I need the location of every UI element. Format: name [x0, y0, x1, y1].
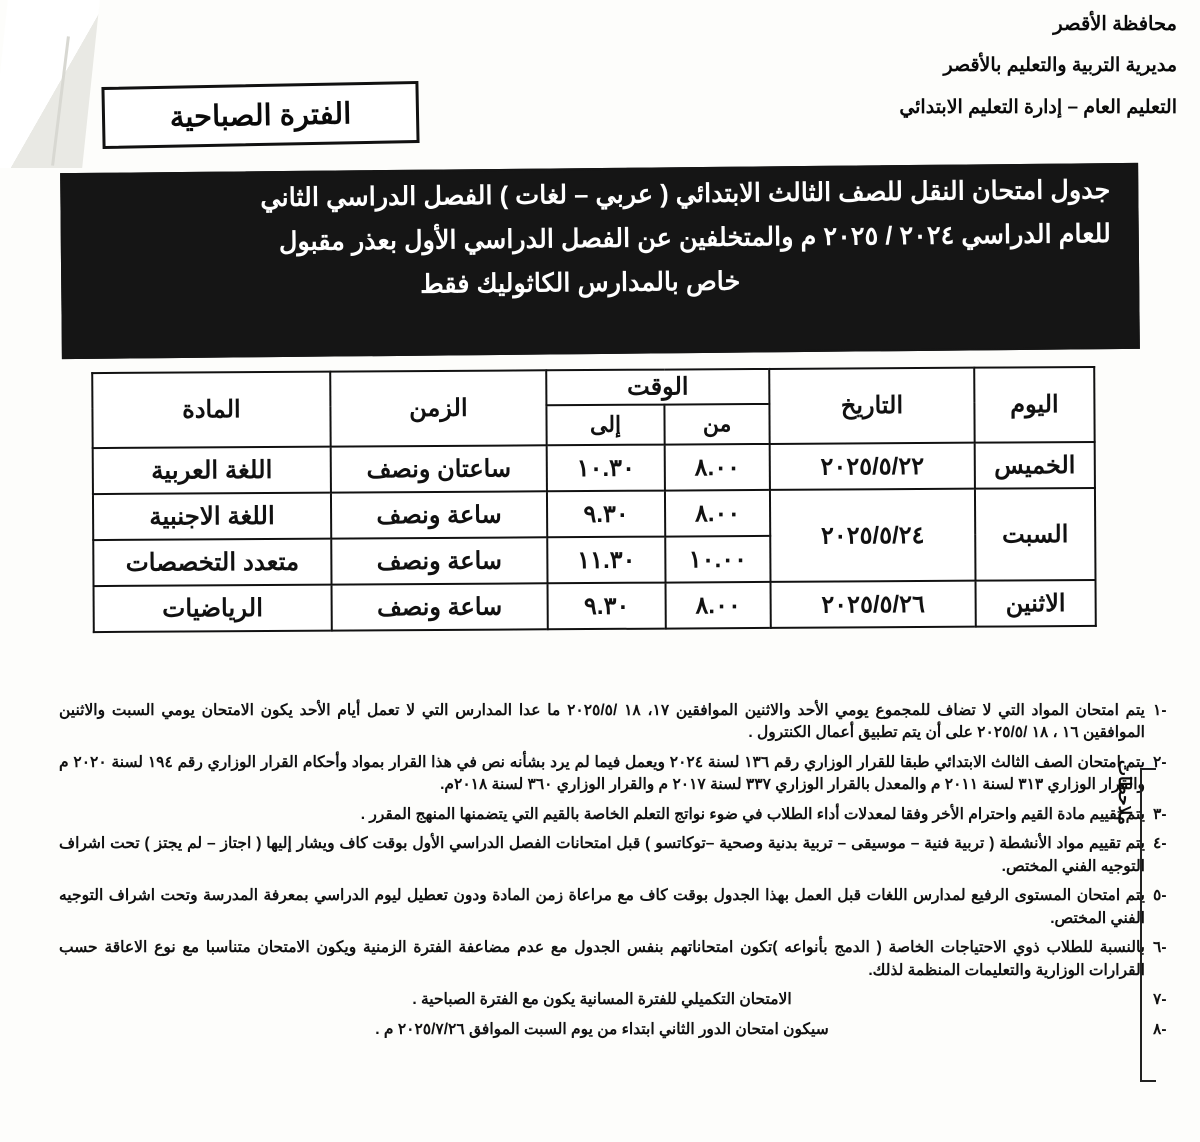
cell-from: ٨.٠٠ [667, 582, 772, 629]
cell-subject: اللغة الاجنبية [94, 493, 332, 540]
cell-to: ١١.٣٠ [548, 537, 666, 584]
note-number: ٥- [1154, 887, 1168, 905]
header-date: التاريخ [770, 368, 975, 444]
cell-duration: ساعة ونصف [332, 583, 548, 630]
cell-date: ٢٠٢٥/٥/٢٤ [771, 489, 977, 582]
cell-subject: متعدد التخصصات [94, 539, 332, 586]
header-department: التعليم العام – إدارة التعليم الابتدائي [900, 97, 1178, 119]
note-number: ٣- [1154, 805, 1168, 823]
document-header [900, 14, 1178, 140]
title-banner [61, 163, 1141, 359]
note-number: ٤- [1154, 835, 1168, 853]
note-item [60, 833, 1180, 878]
table-row [95, 580, 1097, 632]
table-header-row [93, 367, 1095, 408]
cell-day: الخميس [976, 442, 1096, 489]
note-number: ٧- [1154, 991, 1168, 1009]
cell-to: ٩.٣٠ [548, 491, 666, 538]
paper-edge-artifact [0, 0, 101, 168]
note-item [60, 804, 1180, 826]
header-from: من [665, 404, 770, 445]
cell-day: السبت [976, 488, 1097, 581]
notes-label-text: ملاحظات [1116, 760, 1135, 825]
table-row [94, 488, 1096, 540]
note-item [60, 752, 1180, 797]
cell-duration: ساعتان ونصف [332, 445, 548, 492]
note-text: يتم امتحان المستوى الرفيع لمدارس اللغات قبل العمل بهذا الجدول بوقت كاف مع مراعاة زمن المادة ودون تعطيل ليوم الدراسي بمعرفة المدرسة وتحت اشراف التوجيه الفني المختص. [60, 887, 1146, 927]
notes-list [60, 700, 1180, 1048]
period-box [102, 81, 420, 149]
cell-date: ٢٠٢٥/٥/٢٦ [772, 581, 977, 628]
cell-subject: اللغة العربية [94, 447, 332, 494]
note-text: سيكون امتحان الدور الثاني ابتداء من يوم السبت الموافق ٢٠٢٥/٧/٢٦ م . [376, 1020, 830, 1038]
exam-schedule-table [92, 366, 1098, 633]
header-to: إلى [547, 405, 665, 446]
period-label: الفترة الصباحية [170, 97, 353, 134]
banner-line-3: خاص بالمدارس الكاثوليك فقط [421, 267, 742, 299]
note-item [60, 1019, 1180, 1041]
header-duration: الزمن [331, 370, 547, 446]
header-governorate: محافظة الأقصر [1054, 13, 1178, 35]
note-text: بالنسبة للطلاب ذوي الاحتياجات الخاصة ( الدمج بأنواعه )تكون امتحاناتهم بنفس الجدول مع عدم مضاعفة الفترة الزمنية ويكون الامتحان متناسبا مع نوع الاعاقة حسب القرارات الوزارية والتعليمات المنظمة لذلك. [60, 939, 1146, 979]
cell-from: ٨.٠٠ [666, 444, 771, 491]
note-text: الامتحان التكميلي للفترة المسانية يكون مع الفترة الصباحية . [413, 991, 793, 1009]
cell-from: ١٠.٠٠ [666, 536, 771, 583]
cell-to: ٩.٣٠ [548, 583, 666, 630]
note-item [60, 937, 1180, 982]
header-directorate: مديرية التربية والتعليم بالأقصر [944, 55, 1178, 77]
note-number: ١- [1154, 702, 1168, 719]
cell-duration: ساعة ونصف [332, 491, 548, 538]
cell-day: الاثنين [977, 580, 1097, 627]
note-item [60, 885, 1180, 930]
note-number: ٦- [1154, 939, 1168, 957]
header-subject: المادة [93, 372, 331, 448]
note-number: ٨- [1154, 1020, 1168, 1038]
cell-duration: ساعة ونصف [332, 537, 548, 584]
note-number: ٢- [1154, 753, 1168, 771]
cell-subject: الرياضيات [95, 585, 333, 632]
note-text: يتم امتحان المواد التي لا تضاف للمجموع يومي الأحد والاثنين الموافقين ١٧، ١٨ /٢٠٢٥/٥ ما عدا المدارس التي لا تعمل أيام الأحد يكون الامتحان يومي السبت والاثنين الموافقين ١٦ ، ١٨ /٢٠٢٥/٥ على أن يتم تطبيق أعمال الكنترول . [60, 702, 1146, 742]
banner-line-2: للعام الدراسي ٢٠٢٤ / ٢٠٢٥ م والمتخلفين عن الفصل الدراسي الأول بعذر مقبول [279, 220, 1112, 257]
header-time-group: الوقت [547, 369, 770, 405]
note-text: يتم تقييم مواد الأنشطة ( تربية فنية – موسيقى – تربية بدنية وصحية –توكاتسو ) قبل امتحانات الفصل الدراسي الأول بوقت كاف ويشار إليها ( اجتاز – لم يجتز ) تحت اشراف التوجيه الفني المختص. [60, 835, 1146, 875]
notes-side-label [1115, 760, 1145, 1090]
note-text: يتم امتحان الصف الثالث الابتدائي طبقا للقرار الوزاري رقم ١٣٦ لسنة ٢٠٢٤ ويعمل فيما لم يرد بشأنه نص في هذا القرار بمواد وأحكام القرار الوزاري رقم ١٩٤ لسنة ٢٠٢٠ م والقرار الوزاري ٣١٣ لسنة ٢٠١١ م والمعدل بالقرار الوزاري ٣٣٧ لسنة ٢٠١٧ م والقرار الوزاري ٣٦٠ لسنة ٢٠١٨م. [60, 753, 1146, 794]
cell-from: ٨.٠٠ [666, 490, 771, 537]
notes-bracket [1141, 768, 1157, 1082]
header-day: اليوم [975, 367, 1095, 443]
note-item [60, 700, 1180, 745]
cell-to: ١٠.٣٠ [548, 445, 666, 492]
note-text: يتم تقييم مادة القيم واحترام الأخر وفقا لمعدلات أداء الطلاب في ضوء نواتج التعلم الخاصة بالقيم التي يتضمنها المنهج المقرر . [361, 805, 1146, 823]
schedule-table-wrapper [94, 366, 1098, 633]
cell-date: ٢٠٢٥/٥/٢٢ [771, 443, 976, 490]
banner-line-1: جدول امتحان النقل للصف الثالث الابتدائي ( عربي – لغات ) الفصل الدراسي الثاني [261, 176, 1112, 213]
table-row [94, 442, 1096, 494]
note-item [60, 989, 1180, 1011]
